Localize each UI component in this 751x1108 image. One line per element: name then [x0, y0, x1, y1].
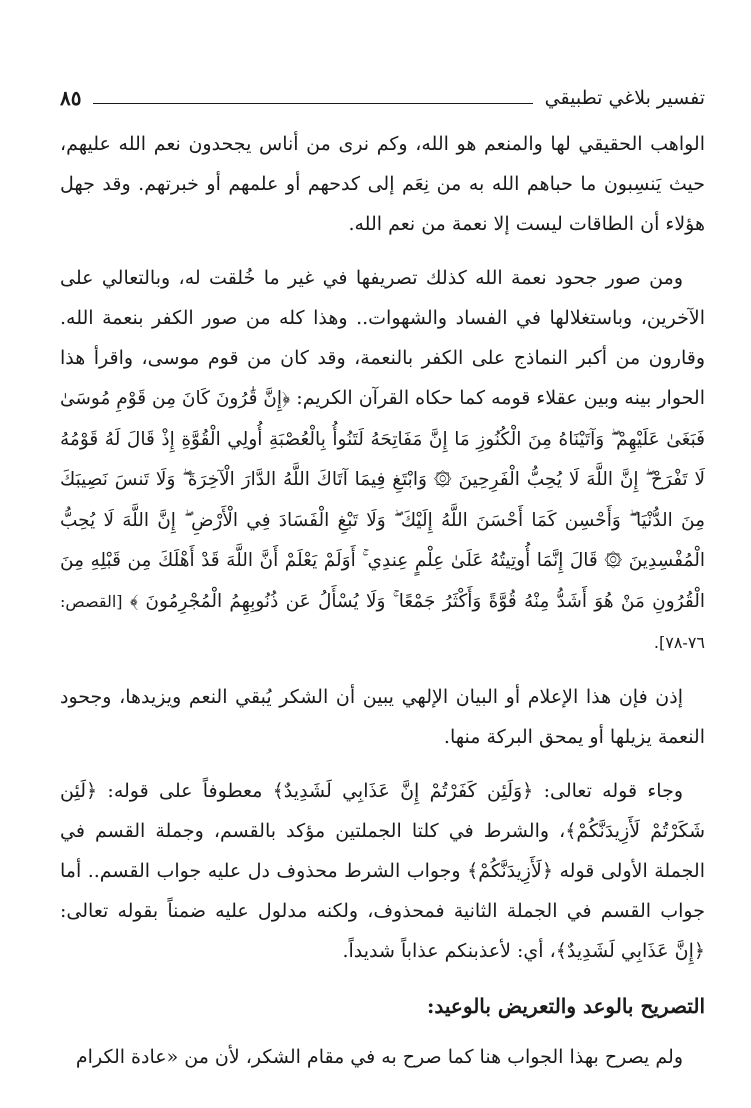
running-header — [60, 80, 705, 116]
section-heading: التصريح بالوعد والتعريض بالوعيد: — [427, 993, 705, 1018]
page-number: ٨٥ — [60, 86, 82, 110]
paragraph-2-intro: ومن صور جحود نعمة الله كذلك تصريفها في غير ما خُلقت له، وبالتعالي على الآخرين، وباستغلالها في الفساد والشهوات.. وهذا كله من صور الكفر بنعمة الله. وقارون من أكبر النماذج على الكفر بالنعمة، وقد كان من قوم موسى، واقرأ هذا الحوار بينه وبين عقلاء قومه كما حكاه القرآن الكريم: — [60, 267, 705, 409]
paragraph-2 — [60, 258, 705, 663]
paragraph-1: الواهب الحقيقي لها والمنعم هو الله، وكم نرى من أناس يجحدون نعم الله عليهم، حيث يَنسِبون ما حباهم الله به من نِعَم إلى كدحهم أو علمهم أو خبرتهم. وقد جهل هؤلاء أن الطاقات ليست إلا نعمة من نعم الله. — [60, 133, 705, 235]
book-page — [60, 80, 705, 1077]
surah-reference: [القصص: ٧٦-٧٨]. — [60, 591, 705, 652]
paragraph-4: وجاء قوله تعالى: ﴿وَلَئِن كَفَرْتُمْ إِنَّ عَذَابِي لَشَدِيدٌ﴾ معطوفاً على قوله: ﴿لَئِن شَكَرْتُمْ لَأَزِيدَنَّكُمْ﴾، والشرط في كلتا الجملتين مؤكد بالقسم، وجملة القسم في الجملة الأولى قوله ﴿لَأَزِيدَنَّكُمْ﴾ وجواب الشرط محذوف دل عليه جواب القسم.. أما جواب القسم في الجملة الثانية فمحذوف، ولكنه مدلول عليه ضمناً بقوله تعالى: ﴿إِنَّ عَذَابِي لَشَدِيدٌ﴾، أي: لأعذبنكم عذاباً شديداً. — [60, 779, 705, 962]
paragraph-5: ولم يصرح بهذا الجواب هنا كما صرح به في مقام الشكر، لأن من «عادة الكرام — [75, 1045, 683, 1068]
header-rule — [93, 103, 532, 104]
book-title: تفسير بلاغي تطبيقي — [544, 87, 705, 109]
quran-quote-qasas: ﴿إِنَّ قَٰرُونَ كَانَ مِن قَوْمِ مُوسَىٰ فَبَغَىٰ عَلَيْهِمْ ۖ وَآتَيْنَاهُ مِنَ الْكُنُوزِ مَا إِنَّ مَفَاتِحَهُ لَتَنُوأُ بِالْعُصْبَةِ أُولِي الْقُوَّةِ إِذْ قَالَ لَهُ قَوْمُهُ لَا تَفْرَحْ ۖ إِنَّ اللَّهَ لَا يُحِبُّ الْفَرِحِينَ ۞ وَابْتَغِ فِيمَا آتَاكَ اللَّهُ الدَّارَ الْآخِرَةَ ۖ وَلَا تَنسَ نَصِيبَكَ مِنَ الدُّنْيَا ۖ وَأَحْسِن كَمَا أَحْسَنَ اللَّهُ إِلَيْكَ ۖ وَلَا تَبْغِ الْفَسَادَ فِي الْأَرْضِ ۖ إِنَّ اللَّهَ لَا يُحِبُّ الْمُفْسِدِينَ ۞ قَالَ إِنَّمَا أُوتِيتُهُ عَلَىٰ عِلْمٍ عِندِي ۚ أَوَلَمْ يَعْلَمْ أَنَّ اللَّهَ قَدْ أَهْلَكَ مِن قَبْلِهِ مِنَ الْقُرُونِ مَنْ هُوَ أَشَدُّ مِنْهُ قُوَّةً وَأَكْثَرُ جَمْعًا ۚ وَلَا يُسْأَلُ عَن ذُنُوبِهِمُ الْمُجْرِمُونَ ﴾ — [60, 388, 705, 612]
paragraph-3: إذن فإن هذا الإعلام أو البيان الإلهي يبين أن الشكر يُبقي النعم ويزيدها، وجحود النعمة يزيلها أو يمحق البركة منها. — [60, 685, 705, 748]
